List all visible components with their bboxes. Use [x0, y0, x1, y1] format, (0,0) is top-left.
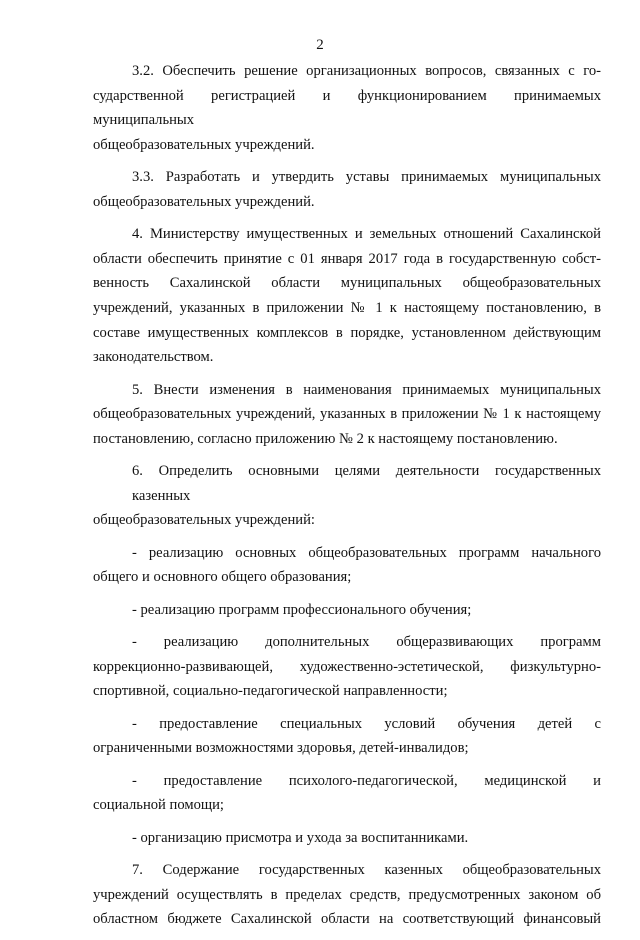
- text-line: 3.3. Разработать и утвердить уставы принимаемых муниципальных: [132, 169, 601, 186]
- paragraph-p6-item4: [93, 712, 601, 761]
- text-line: венность Сахалинской области муниципальных общеобразовательных: [93, 275, 601, 292]
- text-line: - реализацию программ профессионального обучения;: [132, 601, 472, 618]
- paragraph-p6-item6: [93, 826, 601, 851]
- text-line: - реализацию основных общеобразовательных программ начального: [132, 544, 601, 561]
- text-line: составе имущественных комплексов в порядке, установленном действующим: [93, 324, 601, 341]
- text-line: учреждений осуществлять в пределах средств, предусмотренных законом об: [93, 886, 601, 903]
- text-line: учреждений, указанных в приложении № 1 к настоящему постановлению, в: [93, 299, 601, 316]
- text-line: общеобразовательных учреждений.: [93, 193, 315, 210]
- text-line: областном бюджете Сахалинской области на соответствующий финансовый: [93, 911, 601, 928]
- paragraph-p5: [93, 378, 601, 452]
- text-line: 7. Содержание государственных казенных общеобразовательных: [132, 861, 601, 878]
- page-number: 2: [316, 37, 324, 53]
- text-line: коррекционно-развивающей, художественно-эстетической, физкультурно-: [93, 658, 601, 675]
- document-body: [93, 59, 601, 940]
- paragraph-p6-item5: [93, 769, 601, 818]
- text-line: области обеспечить принятие с 01 января 2017 года в государственную собст-: [93, 250, 601, 267]
- paragraph-p3-3: [93, 165, 601, 214]
- text-line: общеобразовательных учреждений.: [93, 136, 315, 153]
- text-line: - предоставление психолого-педагогической, медицинской и: [132, 772, 601, 789]
- paragraph-p6-item3: [93, 630, 601, 704]
- text-line: общеобразовательных учреждений, указанных в приложении № 1 к настоящему: [93, 406, 601, 423]
- text-line: - реализацию дополнительных общеразвивающих программ: [132, 634, 601, 651]
- text-line: общего и основного общего образования;: [93, 569, 352, 586]
- text-line: 4. Министерству имущественных и земельных отношений Сахалинской: [132, 226, 601, 243]
- text-line: сударственной регистрацией и функционированием принимаемых муниципальных: [93, 87, 601, 129]
- text-line: законодательством.: [93, 349, 214, 366]
- text-line: - предоставление специальных условий обучения детей с: [132, 715, 601, 732]
- paragraph-p6: [93, 459, 601, 533]
- text-line: ограниченными возможностями здоровья, детей-инвалидов;: [93, 740, 469, 757]
- text-line: постановлению, согласно приложению № 2 к настоящему постановлению.: [93, 430, 558, 447]
- text-line: общеобразовательных учреждений:: [93, 512, 315, 529]
- text-line: спортивной, социально-педагогической направленности;: [93, 683, 448, 700]
- text-line: 6. Определить основными целями деятельности государственных казенных: [132, 463, 601, 504]
- text-line: 3.2. Обеспечить решение организационных вопросов, связанных с го-: [132, 63, 601, 79]
- paragraph-p7: [93, 858, 601, 932]
- paragraph-p6-item2: [93, 598, 601, 623]
- paragraph-p3-2: [93, 59, 601, 157]
- paragraph-p6-item1: [93, 541, 601, 590]
- text-line: - организацию присмотра и ухода за воспитанниками.: [132, 829, 469, 846]
- text-line: социальной помощи;: [93, 797, 224, 814]
- text-line: 5. Внести изменения в наименования принимаемых муниципальных: [132, 381, 601, 398]
- paragraph-p4: [93, 222, 601, 370]
